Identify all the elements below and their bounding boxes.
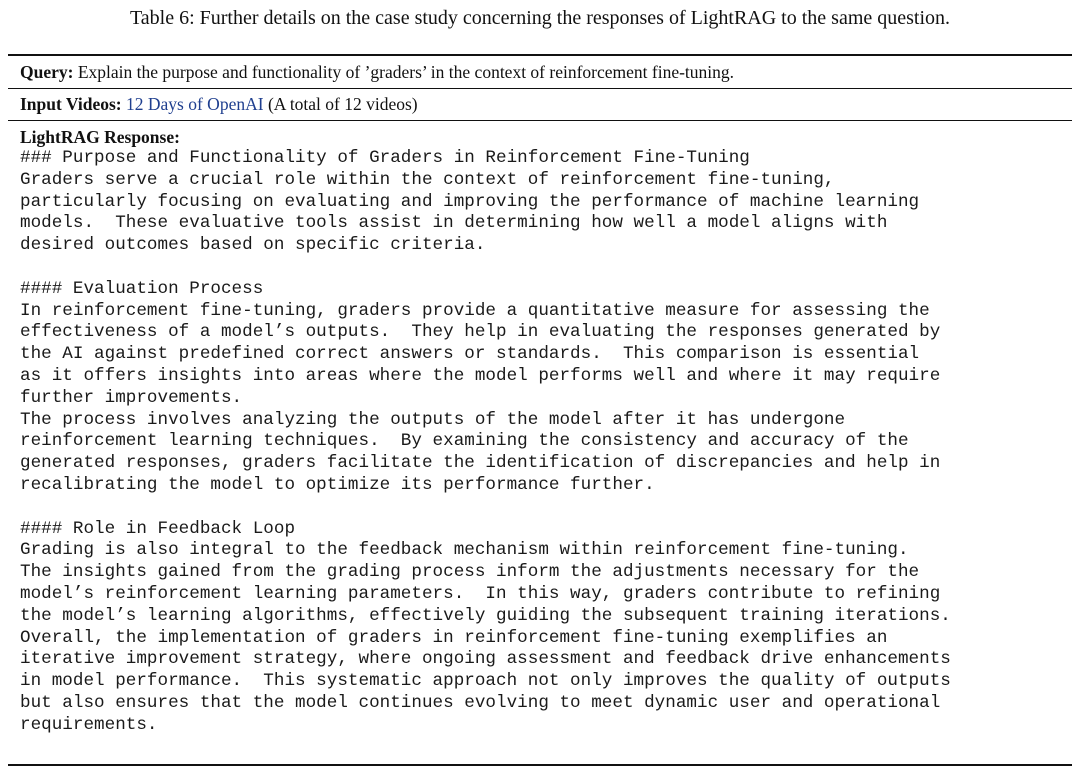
input-videos-row <box>20 93 1070 115</box>
table-caption: Table 6: Further details on the case study concerning the responses of LightRAG to the same question. <box>129 7 951 29</box>
response-line: The insights gained from the grading process inform the adjustments necessary for the <box>20 562 920 583</box>
response-line: but also ensures that the model continues evolving to meet dynamic user and operational <box>20 692 941 713</box>
response-line: requirements. <box>20 714 158 735</box>
query-divider <box>8 88 1072 89</box>
bottom-rule <box>8 764 1072 766</box>
response-line: reinforcement learning techniques. By examining the consistency and accuracy of the <box>20 431 909 452</box>
response-line: #### Evaluation Process <box>20 278 264 299</box>
response-line: further improvements. <box>20 387 243 408</box>
response-line: In reinforcement fine-tuning, graders provide a quantitative measure for assessing the <box>20 300 930 321</box>
response-line: recalibrating the model to optimize its performance further. <box>20 474 655 495</box>
input-divider <box>8 120 1072 121</box>
response-line: the model’s learning algorithms, effectively guiding the subsequent training iterations. <box>20 605 951 626</box>
query-text: Explain the purpose and functionality of ’graders’ in the context of reinforcement fine-tuning. <box>77 62 735 82</box>
response-line: ### Purpose and Functionality of Graders in Reinforcement Fine-Tuning <box>20 148 750 168</box>
input-videos-suffix: (A total of 12 videos) <box>267 94 418 114</box>
response-line: The process involves analyzing the outputs of the model after it has undergone <box>20 409 846 430</box>
response-line: #### Role in Feedback Loop <box>20 518 296 539</box>
response-line: iterative improvement strategy, where ongoing assessment and feedback drive enhancements <box>20 649 951 670</box>
response-line: models. These evaluative tools assist in determining how well a model aligns with <box>20 213 888 234</box>
response-line: Graders serve a crucial role within the context of reinforcement fine-tuning, <box>20 169 835 190</box>
response-line: in model performance. This systematic approach not only improves the quality of outputs <box>20 671 951 692</box>
response-body <box>20 148 1072 737</box>
query-label: Query: <box>20 62 74 82</box>
response-line <box>20 497 1072 519</box>
query-row <box>20 61 1070 83</box>
response-line: desired outcomes based on specific criteria. <box>20 235 486 256</box>
response-line: as it offers insights into areas where the model performs well and where it may require <box>20 365 941 386</box>
response-line: the AI against predefined correct answers or standards. This comparison is essential <box>20 344 920 365</box>
top-rule <box>8 54 1072 56</box>
response-line: Overall, the implementation of graders in reinforcement fine-tuning exemplifies an <box>20 627 888 648</box>
response-line: effectiveness of a model’s outputs. They help in evaluating the responses generated by <box>20 322 941 343</box>
response-line <box>20 257 1072 279</box>
response-line: Grading is also integral to the feedback mechanism within reinforcement fine-tuning. <box>20 540 909 561</box>
response-line: model’s reinforcement learning parameters. In this way, graders contribute to refining <box>20 583 941 604</box>
input-videos-link[interactable]: 12 Days of OpenAI <box>126 94 264 114</box>
response-line: particularly focusing on evaluating and improving the performance of machine learning <box>20 191 920 212</box>
response-line: generated responses, graders facilitate the identification of discrepancies and help in <box>20 453 941 474</box>
input-videos-label: Input Videos: <box>20 94 122 114</box>
response-label: LightRAG Response: <box>20 127 180 147</box>
